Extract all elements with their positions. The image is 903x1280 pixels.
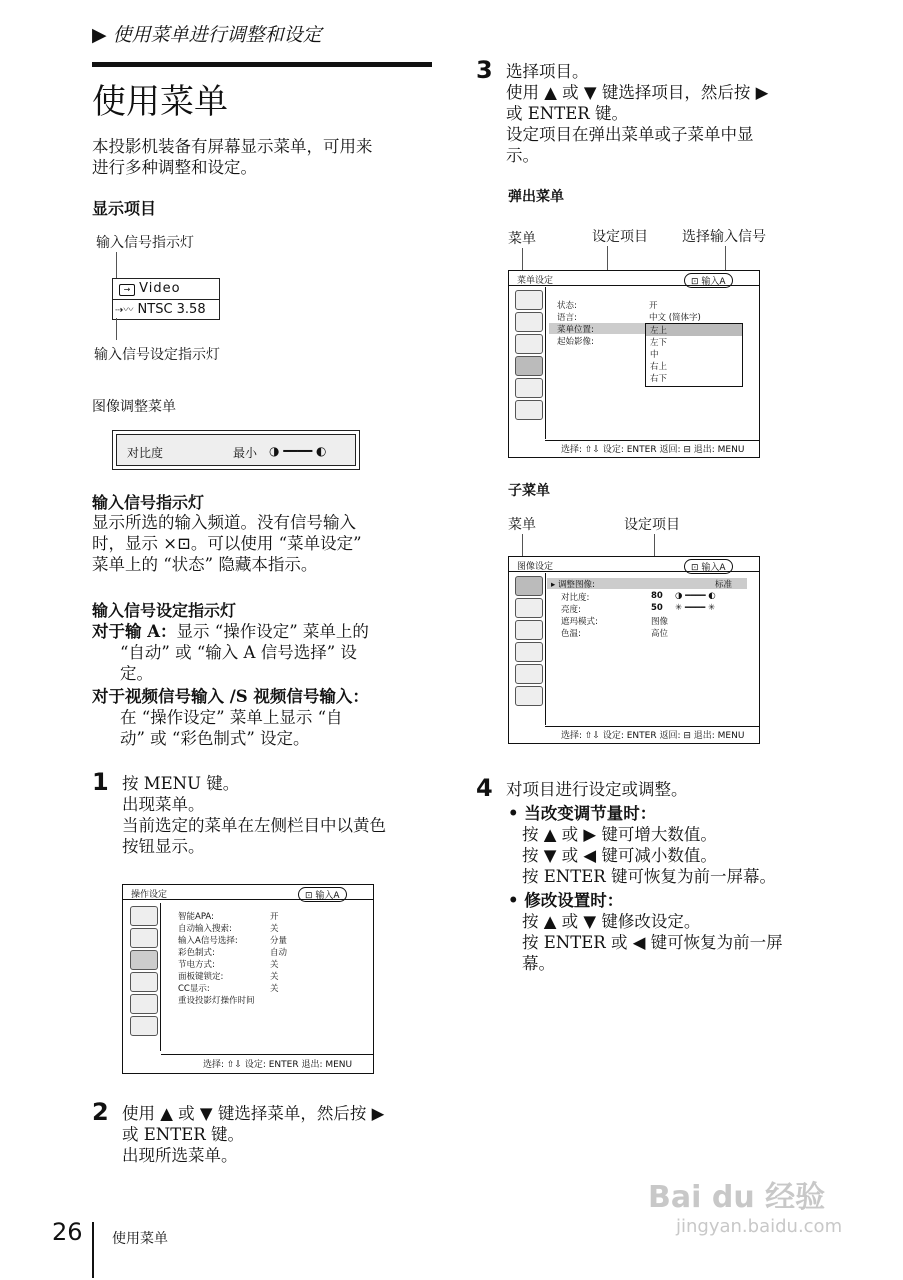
- step-4-title: 对项目进行设定或调整。: [506, 780, 688, 799]
- menu-icon-column: [126, 903, 161, 1051]
- menu-setting-icon: [515, 356, 543, 376]
- position-popup: 左上 左下 中 右上 右下: [645, 323, 743, 387]
- screen-menu-icon: [130, 928, 158, 948]
- step-4-number: 4: [476, 774, 493, 802]
- input-setting-heading: 输入信号设定指示灯: [92, 601, 237, 620]
- input-indicator-heading: 输入信号指示灯: [92, 493, 205, 512]
- popup-label-item: 设定项目: [592, 229, 648, 245]
- title-rule: [92, 62, 432, 67]
- step-1-number: 1: [92, 768, 109, 796]
- menu-setting-icon: [130, 972, 158, 992]
- baidu-watermark-logo: Bai du 经验: [648, 1180, 826, 1215]
- picture-menu-icon: [130, 906, 158, 926]
- input-indicator-text: 显示所选的输入频道。没有信号输入 时，显示 ×⊡。可以使用 “菜单设定” 菜单上的 “状态” 隐藏本指示。: [92, 513, 362, 574]
- submenu-label-menu: 菜单: [508, 517, 536, 533]
- info-menu-icon: [515, 400, 543, 420]
- signal-icon: ⇢〰: [115, 305, 134, 316]
- step-2-number: 2: [92, 1098, 109, 1126]
- install-menu-icon: [515, 378, 543, 398]
- footer-divider: [92, 1222, 94, 1278]
- input-icon: →: [119, 284, 135, 296]
- screen-menu-icon: [515, 598, 543, 618]
- page-title: 使用菜单: [92, 82, 228, 122]
- contrast-slider: ◑ ━━━━ ◐: [269, 444, 327, 458]
- label-input-setting: 输入信号设定指示灯: [94, 347, 220, 363]
- info-menu-icon: [130, 1016, 158, 1036]
- picture-menu-icon: [515, 576, 543, 596]
- submenu-label-item: 设定项目: [624, 517, 680, 533]
- baidu-watermark-url: jingyan.baidu.com: [676, 1216, 843, 1237]
- install-menu-icon: [130, 994, 158, 1014]
- footer-label: 使用菜单: [112, 1231, 168, 1247]
- picture-menu-icon: [515, 290, 543, 310]
- step-3-number: 3: [476, 56, 493, 84]
- page-number: 26: [52, 1218, 83, 1246]
- step-4-bullet-setting: • 修改设置时： 按 ▲ 或 ▼ 键修改设定。 按 ENTER 或 ◀ 键可恢复为前一屏 幕。: [508, 891, 783, 973]
- info-menu-icon: [515, 686, 543, 706]
- step-4-bullet-adjust: • 当改变调节量时： 按 ▲ 或 ▶ 键可增大数值。 按 ▼ 或 ◀ 键可减小数值。 按 ENTER 键可恢复为前一屏幕。: [508, 804, 776, 886]
- popup-heading: 弹出菜单: [508, 189, 564, 205]
- menu-setting-icon: [515, 642, 543, 662]
- input-a-note: 对于输 A：显示 “操作设定” 菜单上的 “自动” 或 “输入 A 信号选择” 设 定。: [92, 622, 369, 683]
- operation-menu-icon: [515, 620, 543, 640]
- display-items-heading: 显示项目: [92, 199, 157, 218]
- section-header: ▶ 使用菜单进行调整和设定: [92, 24, 322, 46]
- screen-menu-icon: [515, 312, 543, 332]
- intro-text: 本投影机装备有屏幕显示菜单，可用来 进行多种调整和设定。: [92, 137, 373, 177]
- operation-menu-icon: [130, 950, 158, 970]
- adjust-menu-label: 图像调整菜单: [92, 399, 176, 415]
- popup-label-menu: 菜单: [508, 231, 536, 247]
- step-1-text: 按 MENU 键。 出现菜单。 当前选定的菜单在左侧栏目中以黄色 按钮显示。: [122, 774, 386, 856]
- submenu-screen: 图像设定 ⊡ 输入A ▸ 调整图像: 标准 对比度: 80 ◑ ━━━━ ◐ 亮度: 50 ✳ ━━━━ ✳ 遮玛模式: 图像 色温: 高位 选择: ⇧⇩ 设定: ENTER 返回: ⊟ 退出: MENU: [508, 556, 760, 744]
- step-2-text: 使用 ▲ 或 ▼ 键选择菜单，然后按 ▶ 或 ENTER 键。 出现所选菜单。: [122, 1104, 385, 1165]
- step-3-text: 选择项目。 使用 ▲ 或 ▼ 键选择项目，然后按 ▶ 或 ENTER 键。 设定项目在弹出菜单或子菜单中显 示。: [506, 62, 769, 165]
- adjust-menu-box: 对比度 最小 ◑ ━━━━ ◐: [112, 430, 360, 470]
- popup-menu-screen: 菜单设定 ⊡ 输入A 状态: 开 语言: 中文 (简体字) 菜单位置: 起始影像: 左上 左下 中 右上 右下 选择: ⇧⇩ 设定: ENTER 返回: ⊟ 退出: MENU: [508, 270, 760, 458]
- label-input-indicator: 输入信号指示灯: [96, 235, 194, 251]
- install-menu-icon: [515, 664, 543, 684]
- submenu-heading: 子菜单: [508, 483, 550, 499]
- input-indicator-box: → Video ⇢〰 NTSC 3.58: [112, 278, 220, 320]
- video-input-note: 对于视频信号输入 /S 视频信号输入： 在 “操作设定” 菜单上显示 “自 动” 或 “彩色制式” 设定。: [92, 687, 369, 748]
- popup-label-input: 选择输入信号: [682, 229, 766, 245]
- operation-menu-icon: [515, 334, 543, 354]
- operation-menu-screen: 操作设定 ⊡ 输入A 智能APA: 开 自动输入搜索: 关 输入A信号选择: 分量 彩色制式: 自动 节电方式: 关 面板键锁定: 关 CC显示: 关 重设投影灯操作时间 选择: ⇧⇩ 设定: ENTER 退出: MENU: [122, 884, 374, 1074]
